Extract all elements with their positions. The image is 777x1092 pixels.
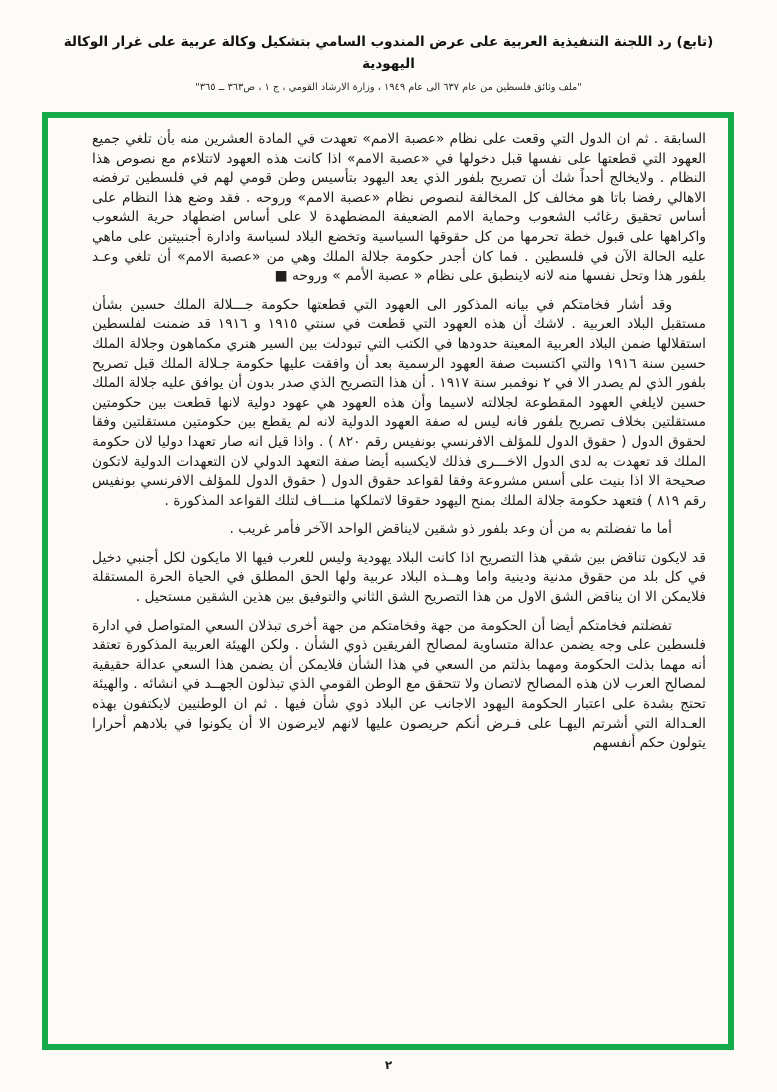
highlight-border-frame <box>42 112 734 1050</box>
page-number: ٢ <box>384 1058 393 1072</box>
source-citation: "ملف وثائق فلسطين من عام ٦٣٧ الى عام ١٩٤٩ ، وزارة الارشاد القومي ، ج ١ ، ص٣٦٣ ــ ٣٦٥" <box>195 82 582 94</box>
paragraph: السابقة . ثم ان الدول التي وقعت على نظام «عصبة الامم» تعهدت في المادة العشرين منه بأن تلغي جميع العهود التي قطعتها على نفسها قبل دخولها في «عصبة الامم» اذا كانت هذه العهود لاتتلاءم مع نصوص هذا النظام . ولايخالج أحداً شك أن تصريح بلفور الذي يعد اليهود بتأسيس وطن قومي لهم في فلسطين ترفضه الاهالي رفضا باتا هو مخالف كل المخالفة لنصوص نظام «عصبة الامم» وروحه . فقد وضع هذا النظام على أساس تحقيق رغائب الشعوب وحماية الامم الضعيفة المضطهدة لا على أساس اضطهاد حرية الشعوب واكراهها على قبول خطة تحرمها من كل حقوقها السياسية وتخضع البلاد لسياسة وادارة أجنبيتين على ماهي عليه الحالة الآن في فلسطين . فما كان أجدر حكومة جلالة الملك وهي من «عصبة الامم» أن تلغي وعـد بلفور هذا وتحل نفسها منه لانه لاينطبق على نظام « عصبة الأمم » وروحه ■ <box>92 131 706 285</box>
document-title: (تابع) رد اللجنة التنفيذية العربية على عرض المندوب السامي بتشكيل وكالة عربية على غرار الوكالة اليهودية <box>63 34 714 72</box>
paragraph: قد لايكون تناقض بين شقي هذا التصريح اذا كانت البلاد يهودية وليس للعرب فيها الا مايكون لكل أجنبي دخيل في كل بلد من حقوق مدنية ودينية واما وهــذه البلاد عربية ولها الحق المطلق في الحياة الحرة المستقلة فلايمكن الا ان يناقض الشق الاول من هذا التصريح الشق الثاني والتوفيق بين هذين الشقين مستحيل . <box>92 549 706 606</box>
document-header <box>0 32 777 93</box>
paragraph: وقد أشار فخامتكم في بيانه المذكور الى العهود التي قطعتها حكومة جـــلالة الملك حسين بشأن مستقبل البلاد العربية . لاشك أن هذه العهود التي قطعت في سنتي ١٩١٥ و ١٩١٦ قد ضمنت لفلسطين استقلالها ضمن البلاد العربية المعينة حدودها في الكتب التي تبودلت بين السير هنري مكماهون وجلالة الملك حسين سنة ١٩١٦ والتي اكتسبت صفة العهود الرسمية بعد أن وافقت عليها حكومة جـلالة الملك قبل تصريح بلفور الذي لم يصدر الا في ٢ نوفمبر سنة ١٩١٧ . أن هذا التصريح الذي صدر بدون أن يوافق عليه جلالة الملك حسين لايلغي العهود المقطوعة لجلالته لاسيما وأن هذه العهود هي عهود دولية لانها قطعت بين حكومتين مستقلتين بخلاف تصريح بلفور فانه ليس له صفة العهود الدولية لانه لم يقطع بين حكومتين مستقلتين وفقا لحقوق الدول ( حقوق الدول للمؤلف الافرنسي بونفيس رقم ٨٢٠ ) . واذا قيل انه صار تعهدا دوليا لان حكومة الملك قد تعهدت به لدى الدول الاخـــرى فذلك لايكسبه أيضا صفة التعهد الدولي لان التعهدات الدولية لاتكون صحيحة الا اذا بنيت على أسس مشروعة وفقا لقواعد حقوق الدول ( حقوق الدول للمؤلف الافرنسي بونفيس رقم ٨١٩ ) فتعهد حكومة جلالة الملك بمنح اليهود حقوقا لاتملكها منـــاف لتلك القواعد المذكورة . <box>92 296 707 509</box>
paragraph: أما ما تفضلتم به من أن وعد بلفور ذو شقين لايناقض الواحد الآخر فأمر غريب . <box>229 521 672 538</box>
document-body <box>48 118 728 754</box>
paragraph: تفضلتم فخامتكم أيضا أن الحكومة من جهة وفخامتكم من جهة أخرى تبذلان السعي المتواصل في ادارة فلسطين على وجه يضمن عدالة متساوية لمصالح الفريقين ذوي الشأن . ولكن الهيئة العربية المذكورة تعتقد أنه مهما بذلت الحكومة ومهما بذلتم من السعي في هذا الشأن فلايمكن أن يضمن هذا السعي عدالة حقيقية لمصالح العرب لان هذه المصالح لاتصان ولا تتحقق مع الوطن القومي الذي تبذلون الجهــد في انشائه . والهيئة تحتج بشدة على اعتبار الحكومة اليهود الاجانب عن البلاد ذوي شأن فيها . ثم ان الوطنيين لايكتفون بهذه العـدالة التي أشرتم اليهـا على فـرض أنكم حريصون عليها لانهم لايرضون الا أن يكونوا في بلادهم أحرارا يتولون حكم أنفسهم <box>92 617 706 752</box>
